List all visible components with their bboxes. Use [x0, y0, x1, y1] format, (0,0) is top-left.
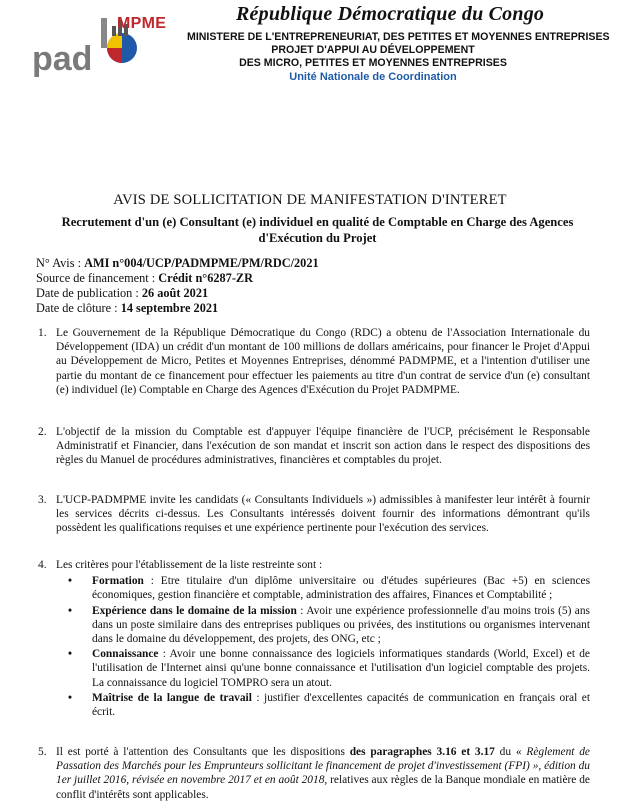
criteria-item-knowledge: • Connaissance : Avoir une bonne connaissance des logiciels informatiques standards (World, Excel) et de l'utilisation de l'Internet ainsi qu'une bonne connaissance et l'utilisation d'un logiciel comptable des projets. La connaissance du logiciel TOMPRO sera un atout.: [68, 648, 590, 689]
paragraph-text: L'UCP-PADMPME invite les candidats (« Consultants Individuels ») admissibles à manifester leur intérêt à fournir les services décrits ci-dessus. Les Consultants intéressés doivent fournir des informations démontrant qu'ils possèdent les qualifications requises et une expérience pertinente pour l'exécution des services.: [56, 494, 590, 535]
paragraph-5: [38, 745, 590, 802]
paragraph-text: L'objectif de la mission du Comptable est d'appuyer l'équipe financière de l'UCP, précisément le Responsable Administratif et Financier, dans l'exécution de son mandat et inscrit son action dans le respect des dispositions des règles du Manuel de procédures administratives, financières et comptables du projet.: [56, 426, 590, 467]
criteria-item-formation: • Formation : Etre titulaire d'un diplôme universitaire ou d'études supérieures (Bac +5) en sciences économiques, gestion financière et comptable, administration des affaires, Finances et Comptabilité ;: [68, 575, 590, 602]
document-title: AVIS DE SOLLICITATION DE MANIFESTATION D'INTERET: [113, 192, 507, 208]
criteria-item-language: • Maîtrise de la langue de travail : justifier d'excellentes capacités de communication en français oral et écrit.: [68, 691, 590, 719]
criteria-item-experience: • Expérience dans le domaine de la mission : Avoir une expérience professionnelle d'au moins trois (5) ans dans un poste similaire dans des entreprises publiques ou privées, des institutions ou organismes intervenant dans le domaine du développement, des projets, des ONG, etc ;: [68, 604, 590, 646]
ministry-line: MINISTERE DE L'ENTREPRENEURIAT, DES PETITES ET MOYENNES ENTREPRISES: [187, 31, 610, 43]
paragraph-text: Le Gouvernement de la République Démocratique du Congo (RDC) a obtenu de l'Association Internationale du Développement (IDA) un crédit d'un montant de 100 millions de dollars américains, pour financer le Projet d'Appui au Développement de Micro, Petites et Moyennes Entreprises, dénommé PADMPME, et a l'intention d'utiliser une partie du montant de ce financement pour effectuer les paiements au titre d'un contrat de service d'un (e) consultant (e) individuel (le) Comptable en Charge des Agences d'Exécution du Projet PADMPME.: [56, 327, 590, 396]
paragraph-number: 5.: [38, 746, 47, 758]
bullet-icon: •: [68, 575, 72, 588]
bullet-icon: •: [68, 604, 72, 617]
meta-closing-date: Date de clôture : 14 septembre 2021: [36, 301, 219, 315]
program-line: DES MICRO, PETITES ET MOYENNES ENTREPRISES: [239, 57, 507, 69]
paragraph-1: [38, 326, 590, 397]
meta-publication-date: Date de publication : 26 août 2021: [36, 286, 209, 300]
paragraph-3: [38, 493, 590, 536]
document-subtitle: Recrutement d'un (e) Consultant (e) individuel en qualité de Comptable en Charge des Agences d'Exécution du Projet: [61, 215, 574, 245]
paragraph-2: [38, 425, 590, 468]
republic-heading: République Démocratique du Congo: [236, 3, 545, 25]
logo-pad-text: pad: [32, 40, 93, 78]
paragraph-4: [38, 558, 590, 720]
logo-brand: MPME: [117, 15, 167, 32]
coordination-unit: Unité Nationale de Coordination: [289, 71, 457, 83]
criteria-intro: Les critères pour l'établissement de la liste restreinte sont :: [56, 559, 323, 571]
paragraph-number: 4.: [38, 559, 47, 571]
bullet-icon: •: [68, 648, 72, 661]
criteria-list: [68, 574, 590, 719]
paragraph-number: 2.: [38, 426, 47, 438]
meta-notice-number: N° Avis : AMI n°004/UCP/PADMPME/PM/RDC/2021: [36, 256, 319, 270]
project-line: PROJET D'APPUI AU DÉVELOPPEMENT: [271, 44, 475, 56]
bullet-icon: •: [68, 691, 72, 704]
notice-meta: [36, 256, 319, 316]
meta-funding-source: Source de financement : Crédit n°6287-ZR: [36, 271, 253, 285]
paragraph-number: 3.: [38, 494, 47, 506]
paragraph-text: Il est porté à l'attention des Consultants que les dispositions des paragraphes 3.16 et 3.17 du « Règlement de Passation des Marchés pour les Emprunteurs sollicitant le financement de projet d'investissement (FPI) », édition du 1er juillet 2016, révisée en novembre 2017 et en août 2018, relatives aux règles de la Banque mondiale en matière de conflit d'intérêts sont applicables.: [56, 746, 590, 801]
paragraph-number: 1.: [38, 327, 47, 339]
